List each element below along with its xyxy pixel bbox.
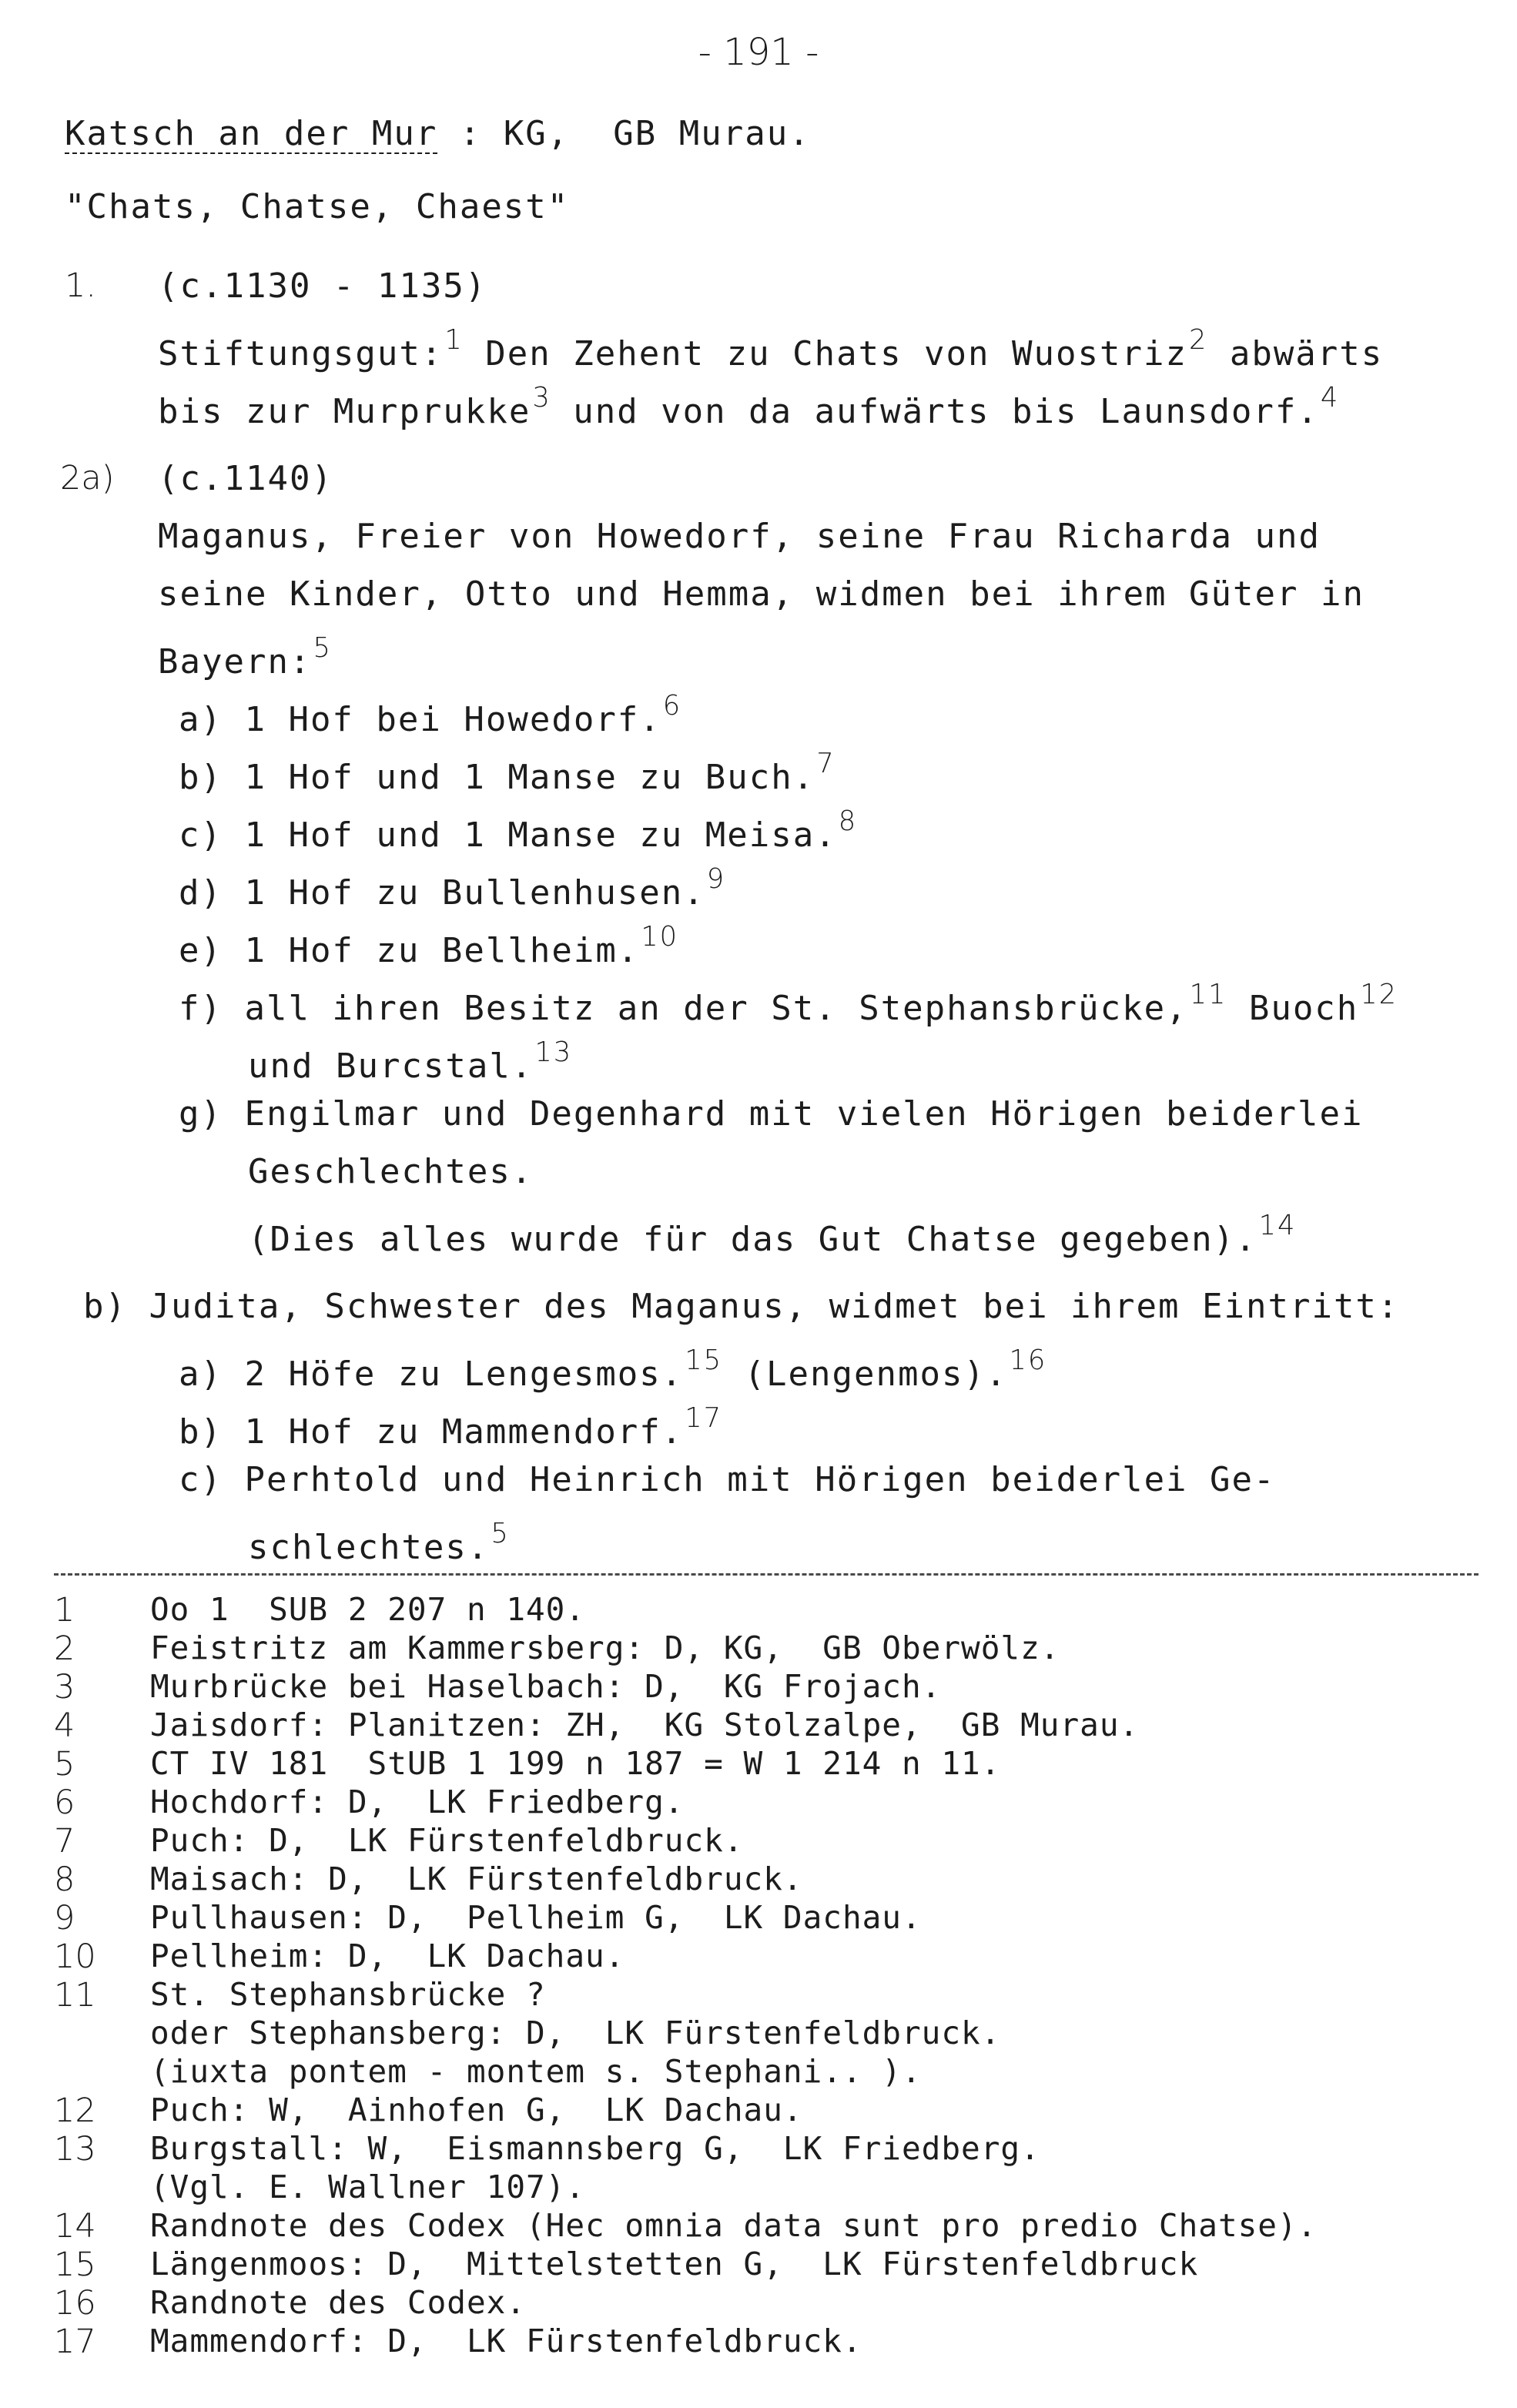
footnote-text: Jaisdorf: Planitzen: ZH, KG Stolzalpe, GB Murau.: [150, 1706, 1140, 1743]
footnote-mark: 16: [1009, 1345, 1047, 1376]
footnote-text: Pellheim: D, LK Dachau.: [150, 1937, 625, 1974]
entry-text-line: [158, 326, 1383, 373]
footnote-number: 13: [54, 2130, 96, 2169]
entry-number: 2a): [60, 459, 115, 497]
footnote-mark: 5: [491, 1518, 510, 1549]
footnote-mark: 1: [444, 324, 464, 356]
footnote-number: 11: [54, 1976, 96, 2014]
entry-number: 1.: [65, 266, 97, 305]
list-item: [179, 865, 725, 913]
footnote-number: 8: [54, 1860, 75, 1899]
text-fragment: d) 1 Hof zu Bullenhusen.: [179, 873, 705, 913]
footnote-mark: 3: [532, 382, 551, 414]
footnote-number: 3: [54, 1668, 75, 1706]
footnote-mark: 2: [1188, 324, 1208, 356]
footnote-text: (iuxta pontem - montem s. Stephani.. ).: [150, 2053, 922, 2090]
footnote-number: 6: [54, 1783, 75, 1822]
text-fragment: (Lengenmos).: [722, 1355, 1008, 1395]
footnote-mark: 15: [685, 1345, 723, 1376]
text-fragment: und von da aufwärts bis Launsdorf.: [551, 392, 1319, 432]
footnote-mark: 12: [1360, 979, 1398, 1010]
text-fragment: Buoch: [1227, 989, 1359, 1029]
footnote-text: Randnote des Codex.: [150, 2284, 526, 2321]
list-item-continuation: Geschlechtes.: [248, 1152, 534, 1191]
footnote-number: 4: [54, 1706, 75, 1745]
footnote-number: 17: [54, 2323, 96, 2361]
entry-date: (c.1140): [158, 459, 333, 498]
text-fragment: (Dies alles wurde für das Gut Chatse gegeben).: [248, 1220, 1257, 1260]
text-fragment: f) all ihren Besitz an der St. Stephansbrücke,: [179, 989, 1188, 1029]
list-item: [179, 1404, 722, 1452]
footnote-mark: 11: [1189, 979, 1227, 1010]
footnote-number: 2: [54, 1629, 75, 1668]
footnote-mark: 6: [662, 690, 682, 722]
footnote-text: (Vgl. E. Wallner 107).: [150, 2169, 586, 2205]
footnote-mark: 9: [706, 863, 726, 895]
text-fragment: Stiftungsgut:: [158, 334, 444, 374]
text-fragment: e) 1 Hof zu Bellheim.: [179, 931, 640, 971]
list-item: [179, 749, 836, 797]
list-item: g) Engilmar und Degenhard mit vielen Hörigen beiderlei: [179, 1094, 1364, 1134]
footnote-text: oder Stephansberg: D, LK Fürstenfeldbruck.: [150, 2014, 1001, 2051]
list-item: [179, 807, 857, 855]
place-name: Katsch an der Mur: [65, 114, 438, 153]
footnote-text: Pullhausen: D, Pellheim G, LK Dachau.: [150, 1899, 922, 1936]
historic-names: "Chats, Chatse, Chaest": [65, 187, 570, 226]
text-fragment: Bayern:: [158, 642, 312, 682]
footnote-number: 15: [54, 2246, 96, 2284]
text-fragment: a) 1 Hof bei Howedorf.: [179, 700, 661, 740]
footnote-mark: 10: [641, 921, 679, 953]
list-item-continuation: [248, 1519, 510, 1567]
entry-heading: [65, 116, 811, 152]
footnote-text: St. Stephansbrücke ?: [150, 1976, 546, 2013]
entry-subsection: b) Judita, Schwester des Maganus, widmet bei ihrem Eintritt:: [83, 1287, 1400, 1326]
footnote-text: Oo 1 SUB 2 207 n 140.: [150, 1591, 586, 1628]
footnote-text: Burgstall: W, Eismannsberg G, LK Friedberg.: [150, 2130, 1040, 2167]
footnote-text: Hochdorf: D, LK Friedberg.: [150, 1783, 685, 1820]
footnote-text: Maisach: D, LK Fürstenfeldbruck.: [150, 1860, 803, 1897]
list-item: [179, 692, 681, 739]
text-fragment: a) 2 Höfe zu Lengesmos.: [179, 1355, 684, 1395]
footnote-text: Puch: W, Ainhofen G, LK Dachau.: [150, 2092, 803, 2128]
footnote-number: 7: [54, 1822, 75, 1860]
list-item-continuation: [248, 1211, 1296, 1259]
entry-text-line: [158, 383, 1339, 431]
text-fragment: abwärts: [1207, 334, 1384, 374]
text-fragment: schlechtes.: [248, 1528, 490, 1568]
text-fragment: Den Zehent zu Chats von Wuostriz: [463, 334, 1187, 374]
list-item: c) Perhtold und Heinrich mit Hörigen beiderlei Ge-: [179, 1460, 1276, 1499]
entry-text-line: seine Kinder, Otto und Hemma, widmen bei ihrem Güter in: [158, 574, 1365, 614]
text-fragment: bis zur Murprukke: [158, 392, 531, 432]
footnote-text: Feistritz am Kammersberg: D, KG, GB Oberwölz.: [150, 1629, 1060, 1666]
list-item: [179, 923, 678, 970]
footnote-mark: 5: [313, 632, 332, 664]
footnote-mark: 7: [816, 748, 836, 779]
footnote-text: Randnote des Codex (Hec omnia data sunt pro predio Chatse).: [150, 2207, 1318, 2244]
list-item-continuation: [248, 1038, 572, 1086]
footnote-text: Puch: D, LK Fürstenfeldbruck.: [150, 1822, 744, 1859]
footnote-mark: 14: [1258, 1210, 1297, 1241]
footnote-number: 1: [54, 1591, 75, 1629]
list-item: [179, 1346, 1046, 1394]
text-fragment: c) 1 Hof und 1 Manse zu Meisa.: [179, 816, 837, 856]
footnote-text: CT IV 181 StUB 1 199 n 187 = W 1 214 n 11.: [150, 1745, 1001, 1782]
footnote-text: Längenmoos: D, Mittelstetten G, LK Fürstenfeldbruck: [150, 2246, 1199, 2282]
footnote-separator: [54, 1573, 1478, 1576]
footnote-number: 10: [54, 1937, 96, 1976]
footnote-number: 16: [54, 2284, 96, 2323]
footnote-mark: 17: [685, 1402, 723, 1434]
text-fragment: b) 1 Hof und 1 Manse zu Buch.: [179, 758, 815, 798]
footnote-number: 12: [54, 2092, 96, 2130]
footnote-mark: 4: [1320, 382, 1340, 414]
page-number: - 191 -: [698, 31, 819, 74]
footnote-text: Murbrücke bei Haselbach: D, KG Frojach.: [150, 1668, 942, 1705]
entry-date: (c.1130 - 1135): [158, 266, 487, 306]
entry-text-line: Maganus, Freier von Howedorf, seine Frau Richarda und: [158, 517, 1321, 556]
footnote-mark: 13: [534, 1037, 573, 1068]
footnote-number: 5: [54, 1745, 75, 1783]
footnote-number: 9: [54, 1899, 75, 1937]
footnote-mark: 8: [838, 805, 858, 837]
list-item: [179, 980, 1398, 1028]
footnote-text: Mammendorf: D, LK Fürstenfeldbruck.: [150, 2323, 862, 2359]
text-fragment: b) 1 Hof zu Mammendorf.: [179, 1412, 684, 1452]
text-fragment: und Burcstal.: [248, 1047, 534, 1087]
footnote-number: 14: [54, 2207, 96, 2246]
entry-text-line: [158, 634, 332, 682]
admin-info: : KG, GB Murau.: [437, 114, 811, 153]
